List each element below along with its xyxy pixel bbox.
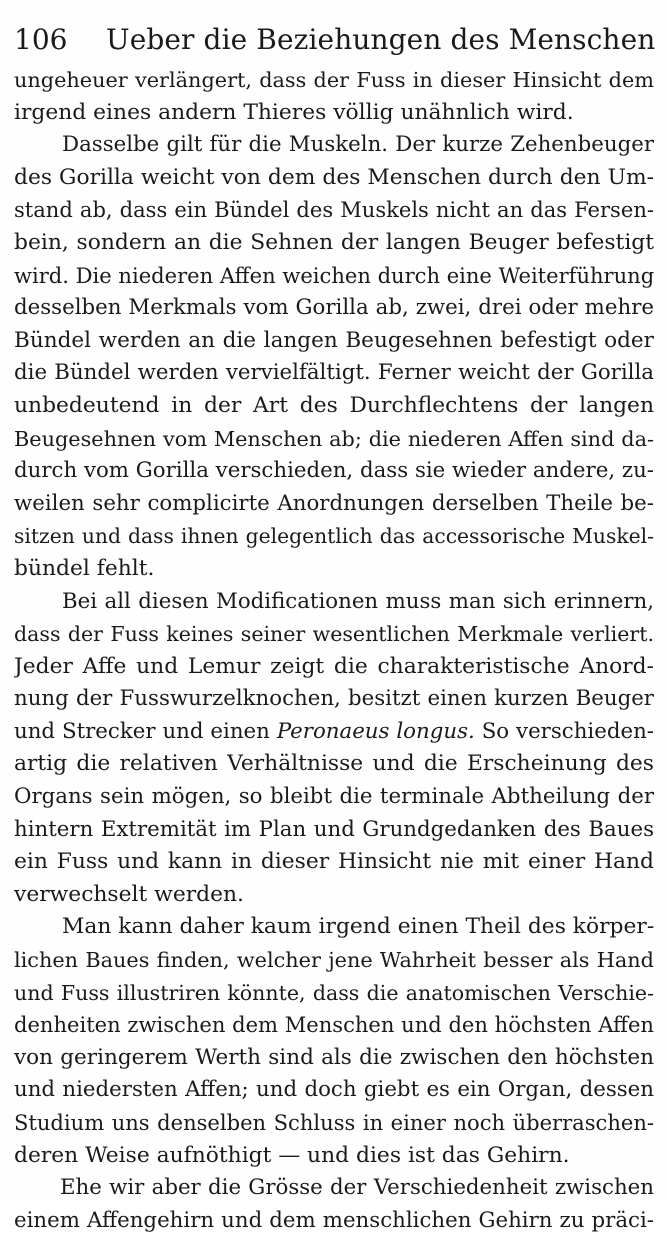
text-line: denheiten zwischen dem Menschen und den höchsten Affen [14, 1012, 654, 1038]
text-line: ein Fuss und kann in dieser Hinsicht nie mit einer Hand [14, 849, 654, 875]
text-line: des Gorilla weicht von dem des Menschen durch den Um- [14, 164, 654, 190]
text-segment: So verschieden- [481, 718, 654, 744]
text-line: bündel fehlt. [14, 555, 155, 581]
text-line: deren Weise aufnöthigt — und dies ist das Gehirn. [14, 1142, 570, 1168]
paragraph-start-line: Bei all diesen Modificationen muss man sich erinnern, [62, 588, 654, 614]
text-line: dass der Fuss keines seiner wesentlichen Merkmale verliert. [14, 622, 654, 647]
text-line: Jeder Affe und Lemur zeigt die charakteristische Anord- [14, 653, 654, 679]
italic-term: Peronaeus longus. [276, 718, 475, 744]
text-line: stand ab, dass ein Bündel des Muskels nicht an das Fersen- [14, 197, 654, 223]
text-line: nung der Fusswurzelknochen, besitzt einen kurzen Beuger [14, 686, 654, 712]
running-header [14, 20, 654, 60]
text-line: weilen sehr complicirte Anordnungen derselben Theile be- [14, 490, 654, 516]
text-line: Beugesehnen vom Menschen ab; die niederen Affen sind da- [14, 426, 654, 451]
running-title: Ueber die Beziehungen des Menschen [106, 23, 656, 56]
text-line: lichen Baues finden, welcher jene Wahrheit besser als Hand [14, 948, 654, 973]
text-line: sitzen und dass ihnen gelegentlich das accessorische Muskel- [14, 524, 654, 549]
text-line: wird. Die niederen Affen weichen durch eine Weiterführung [14, 262, 654, 288]
text-line: einem Affengehirn und dem menschlichen Gehirn zu präci- [14, 1207, 654, 1233]
text-line: irgend eines andern Thieres völlig unähnlich wird. [14, 99, 574, 125]
body-text [14, 64, 654, 1237]
text-line: ungeheuer verlängert, dass der Fuss in dieser Hinsicht dem [14, 68, 654, 92]
text-line: und Fuss illustriren könnte, dass die anatomischen Verschie- [14, 980, 654, 1005]
text-line: und niedersten Affen; und doch giebt es ein Organ, dessen [14, 1077, 654, 1103]
text-segment: und Strecker und einen [14, 718, 270, 744]
text-line: von geringerem Werth sind als die zwischen den höchsten [14, 1044, 654, 1070]
paragraph-start-line: Ehe wir aber die Grösse der Verschiedenheit zwischen [60, 1175, 654, 1201]
text-line: die Bündel werden vervielfältigt. Ferner weicht der Gorilla [14, 360, 654, 386]
text-line: verwechselt werden. [14, 881, 244, 907]
text-line: desselben Merkmals vom Gorilla ab, zwei, drei oder mehre [14, 295, 654, 321]
text-line: hintern Extremität im Plan und Grundgedanken des Baues [14, 816, 654, 842]
text-line: durch vom Gorilla verschieden, dass sie wieder andere, zu- [14, 458, 654, 484]
text-line: unbedeutend in der Art des Durchflechtens der langen [14, 392, 654, 418]
text-line-with-italic [14, 716, 654, 749]
text-line: Bündel werden an die langen Beugesehnen befestigt oder [14, 327, 654, 353]
text-line: bein, sondern an die Sehnen der langen Beuger befestigt [14, 229, 654, 255]
text-line: Studium uns denselben Schluss in einer noch überraschen- [14, 1110, 654, 1135]
text-line: Organs sein mögen, so bleibt die terminale Abtheilung der [14, 784, 654, 810]
paragraph-start-line: Dasselbe gilt für die Muskeln. Der kurze Zehenbeuger [62, 132, 654, 158]
page-number: 106 [14, 23, 68, 56]
paragraph-start-line: Man kann daher kaum irgend einen Theil des körper- [62, 914, 654, 940]
text-line: artig die relativen Verhältnisse und die Erscheinung des [14, 751, 654, 777]
